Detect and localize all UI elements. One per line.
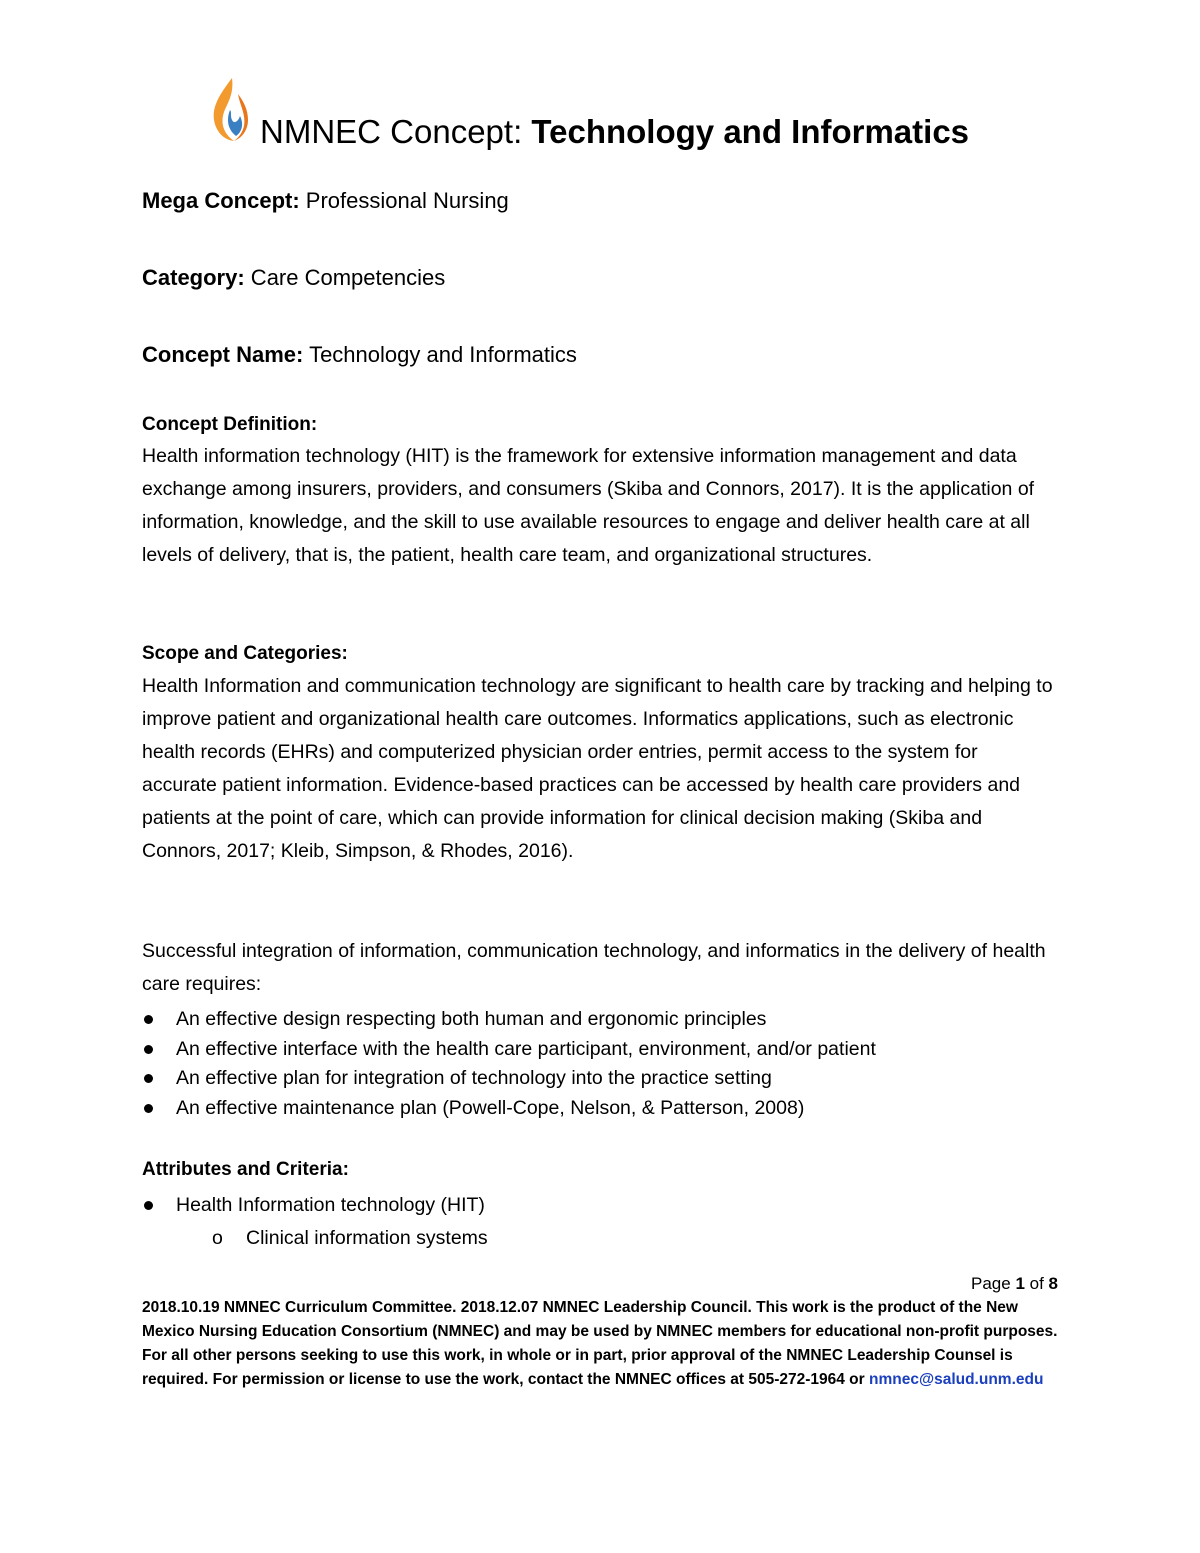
bullet-icon bbox=[144, 1201, 153, 1210]
list-item: An effective maintenance plan (Powell-Cope, Nelson, & Patterson, 2008) bbox=[142, 1094, 876, 1124]
integration-intro-text: Successful integration of information, communication technology, and informatics in the delivery of health care requires: bbox=[142, 940, 1046, 995]
footer-notice: 2018.10.19 NMNEC Curriculum Committee. 2018.12.07 NMNEC Leadership Council. This work is the product of the New Mexico Nursing Education Consortium (NMNEC) and may be used by NMNEC members for educational non-profit purposes. For all other persons seeking to use this work, in whole or in part, prior approval of the NMNEC Leadership Counsel is required. For permission or license to use the work, contact the NMNEC offices at 505-272-1964 or nmnec@salud.unm.edu bbox=[142, 1299, 1058, 1388]
page-number: Page 1 of 8 bbox=[971, 1274, 1058, 1293]
attributes-criteria-heading: Attributes and Criteria: bbox=[142, 1159, 349, 1180]
list-item: An effective plan for integration of technology into the practice setting bbox=[142, 1064, 876, 1094]
list-item: Health Information technology (HIT) bbox=[142, 1191, 485, 1221]
nmnec-flame-logo-icon bbox=[210, 76, 250, 142]
concept-definition-text: Health information technology (HIT) is the framework for extensive information management and data exchange among insurers, providers, and consumers (Skiba and Connors, 2017). It is the application of information, knowledge, and the skill to use available resources to engage and deliver health care at all levels of delivery, that is, the patient, health care team, and organizational structures. bbox=[142, 445, 1035, 566]
scope-categories-text: Health Information and communication technology are significant to health care by tracking and helping to improve patient and organizational health care outcomes. Informatics applications, such as electronic health records (EHRs) and computerized physician order entries, permit access to the system for accurate patient information. Evidence-based practices can be accessed by health care providers and patients at the point of care, which can provide information for clinical decision making (Skiba and Connors, 2017; Kleib, Simpson, & Rhodes, 2016). bbox=[142, 675, 1053, 862]
list-item: An effective design respecting both human and ergonomic principles bbox=[142, 1005, 876, 1035]
bullet-icon bbox=[144, 1074, 153, 1083]
bullet-icon bbox=[144, 1104, 153, 1113]
list-item: An effective interface with the health care participant, environment, and/or patient bbox=[142, 1035, 876, 1065]
bullet-icon bbox=[144, 1015, 153, 1024]
integration-requirements-list bbox=[142, 1005, 876, 1123]
category-field: Category: Care Competencies bbox=[142, 265, 446, 290]
scope-categories-heading: Scope and Categories: bbox=[142, 643, 348, 664]
concept-definition-heading: Concept Definition: bbox=[142, 414, 318, 435]
attributes-sub-item: o Clinical information systems bbox=[212, 1223, 488, 1253]
mega-concept-field: Mega Concept: Professional Nursing bbox=[142, 188, 509, 213]
attributes-list bbox=[142, 1191, 485, 1221]
bullet-icon bbox=[144, 1045, 153, 1054]
sub-bullet-marker: o bbox=[212, 1227, 223, 1249]
concept-name-field: Concept Name: Technology and Informatics bbox=[142, 342, 577, 367]
page-title: NMNEC Concept: Technology and Informatics bbox=[260, 113, 970, 150]
email-link[interactable]: nmnec@salud.unm.edu bbox=[869, 1371, 1044, 1388]
